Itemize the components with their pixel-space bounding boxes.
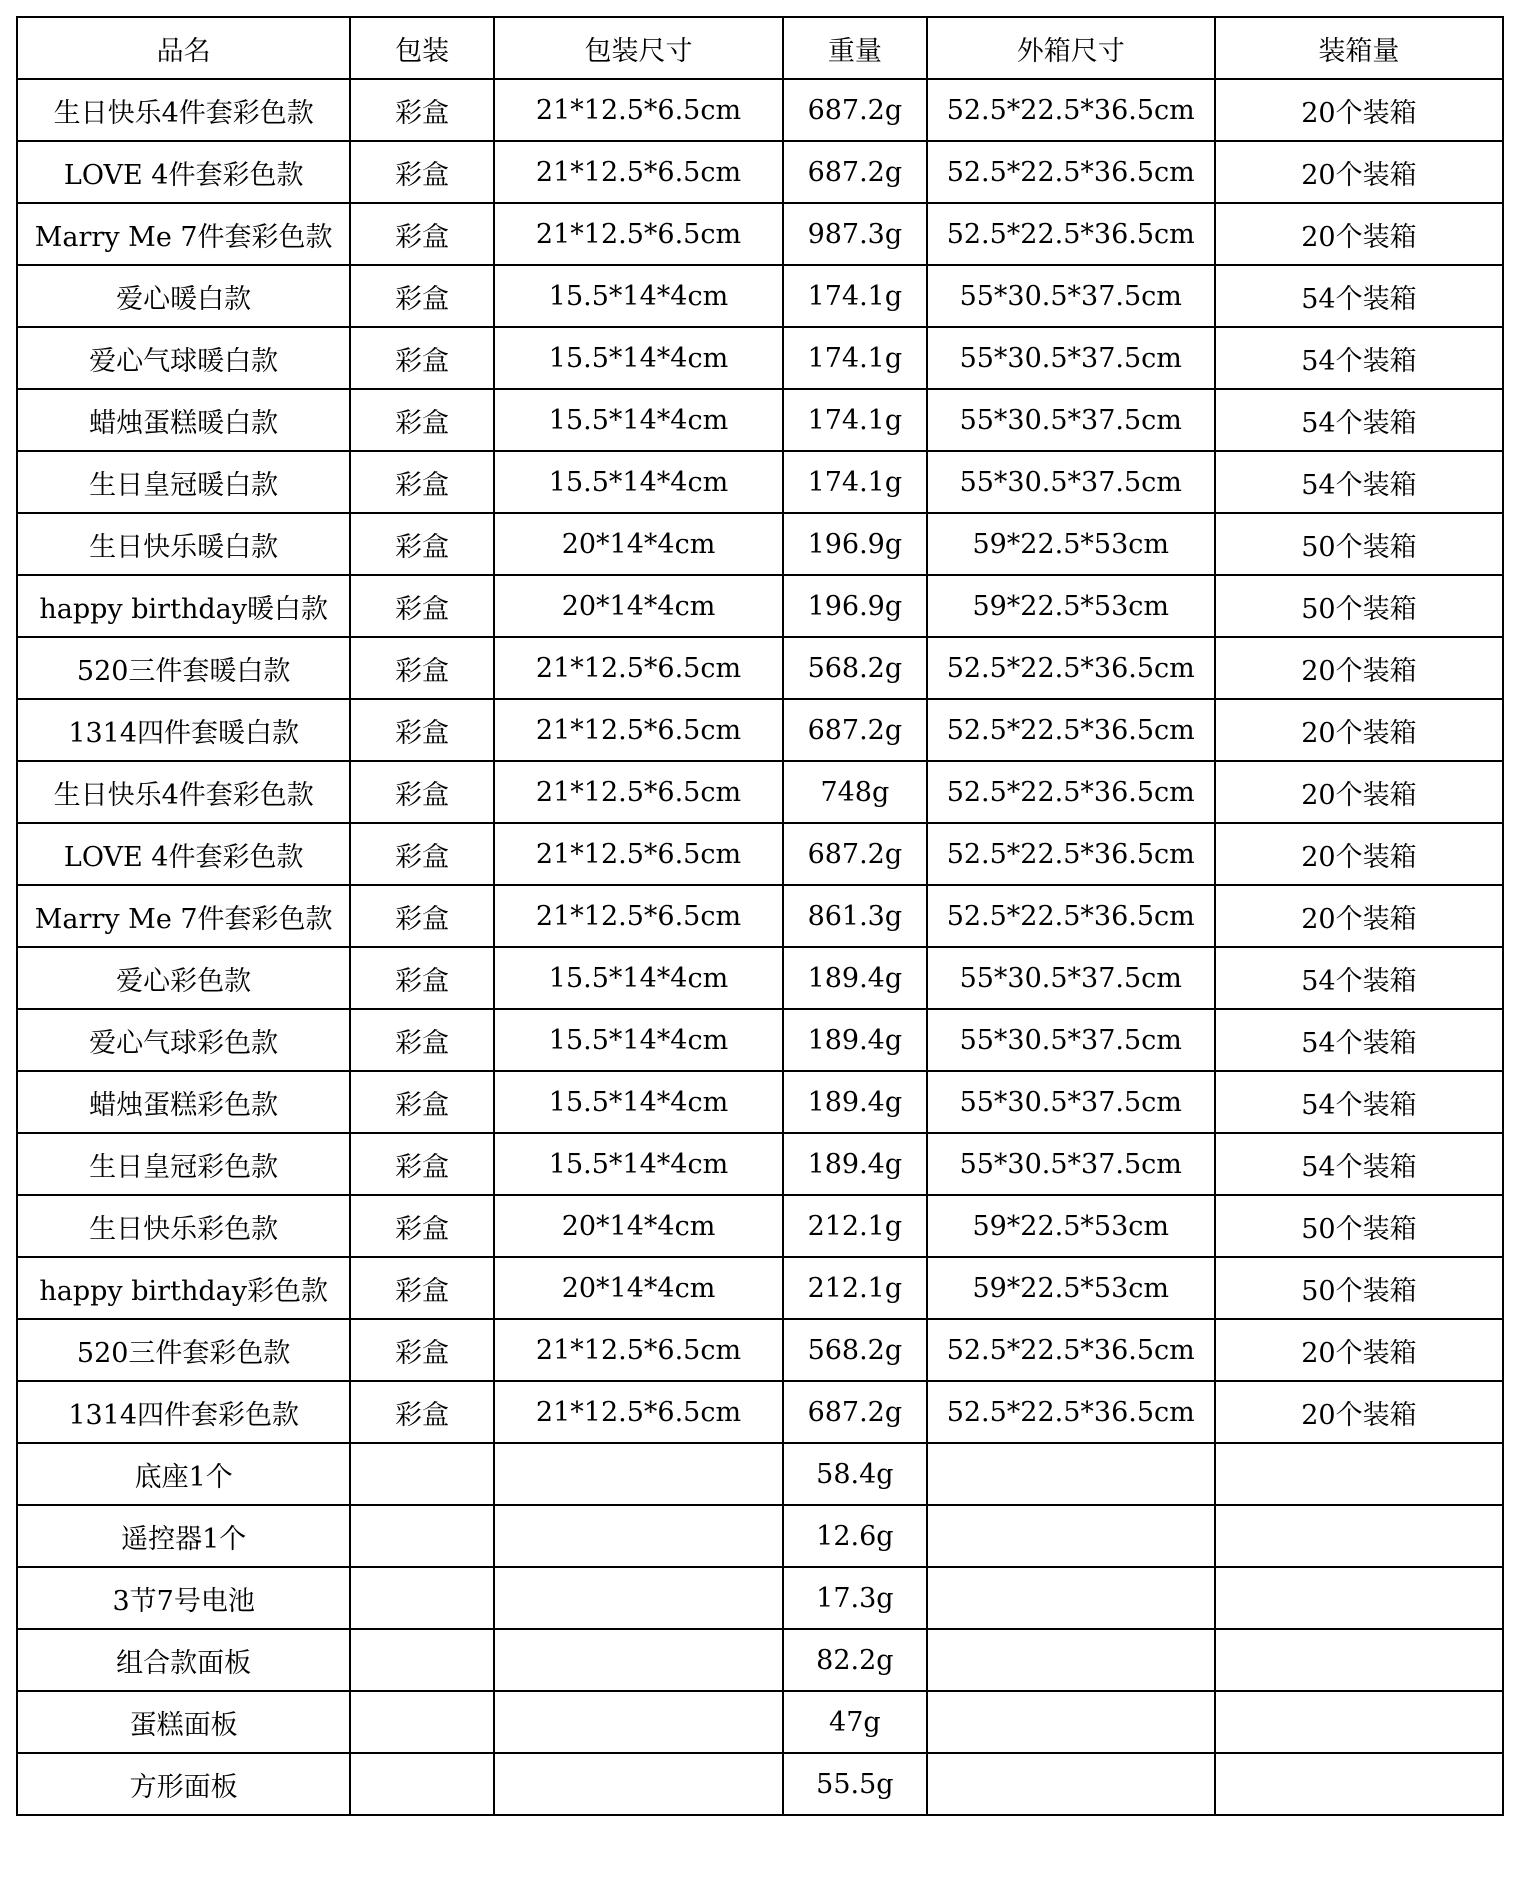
cell-packaging: 彩盒 <box>350 1195 494 1257</box>
header-weight: 重量 <box>783 17 927 79</box>
cell-carton-size: 52.5*22.5*36.5cm <box>927 637 1215 699</box>
table-row <box>17 637 1503 699</box>
cell-product-name: Marry Me 7件套彩色款 <box>17 203 350 265</box>
table-body <box>17 79 1503 1815</box>
cell-weight: 987.3g <box>783 203 927 265</box>
cell-carton-quantity: 20个装箱 <box>1215 699 1503 761</box>
table-row <box>17 327 1503 389</box>
cell-package-size <box>494 1753 783 1815</box>
table-row <box>17 1195 1503 1257</box>
table-row <box>17 1505 1503 1567</box>
table-row <box>17 79 1503 141</box>
cell-carton-size: 55*30.5*37.5cm <box>927 1071 1215 1133</box>
cell-product-name: happy birthday彩色款 <box>17 1257 350 1319</box>
cell-carton-size: 52.5*22.5*36.5cm <box>927 823 1215 885</box>
cell-carton-size: 52.5*22.5*36.5cm <box>927 761 1215 823</box>
cell-package-size: 20*14*4cm <box>494 1195 783 1257</box>
cell-product-name: 1314四件套彩色款 <box>17 1381 350 1443</box>
cell-carton-size: 52.5*22.5*36.5cm <box>927 699 1215 761</box>
cell-package-size: 15.5*14*4cm <box>494 327 783 389</box>
cell-packaging: 彩盒 <box>350 451 494 513</box>
cell-weight: 748g <box>783 761 927 823</box>
cell-weight: 196.9g <box>783 513 927 575</box>
cell-packaging <box>350 1567 494 1629</box>
cell-package-size: 15.5*14*4cm <box>494 1071 783 1133</box>
cell-carton-quantity: 50个装箱 <box>1215 513 1503 575</box>
cell-packaging: 彩盒 <box>350 761 494 823</box>
cell-package-size: 21*12.5*6.5cm <box>494 699 783 761</box>
cell-weight: 58.4g <box>783 1443 927 1505</box>
cell-weight: 189.4g <box>783 947 927 1009</box>
cell-carton-size: 55*30.5*37.5cm <box>927 1133 1215 1195</box>
cell-carton-size <box>927 1567 1215 1629</box>
cell-carton-size: 59*22.5*53cm <box>927 1195 1215 1257</box>
cell-weight: 17.3g <box>783 1567 927 1629</box>
cell-weight: 212.1g <box>783 1195 927 1257</box>
cell-carton-size: 55*30.5*37.5cm <box>927 947 1215 1009</box>
cell-carton-size: 52.5*22.5*36.5cm <box>927 1381 1215 1443</box>
table-row <box>17 1257 1503 1319</box>
cell-weight: 174.1g <box>783 327 927 389</box>
table-row <box>17 1567 1503 1629</box>
cell-product-name: 520三件套彩色款 <box>17 1319 350 1381</box>
cell-packaging: 彩盒 <box>350 947 494 1009</box>
cell-product-name: happy birthday暖白款 <box>17 575 350 637</box>
cell-packaging: 彩盒 <box>350 79 494 141</box>
table-row <box>17 389 1503 451</box>
cell-carton-size: 52.5*22.5*36.5cm <box>927 885 1215 947</box>
cell-carton-quantity: 50个装箱 <box>1215 1195 1503 1257</box>
table-row <box>17 823 1503 885</box>
cell-package-size: 21*12.5*6.5cm <box>494 141 783 203</box>
cell-package-size: 15.5*14*4cm <box>494 947 783 1009</box>
table-row <box>17 947 1503 1009</box>
cell-packaging <box>350 1505 494 1567</box>
cell-packaging: 彩盒 <box>350 513 494 575</box>
table-row <box>17 1629 1503 1691</box>
cell-weight: 212.1g <box>783 1257 927 1319</box>
cell-carton-quantity: 50个装箱 <box>1215 575 1503 637</box>
table-row <box>17 1691 1503 1753</box>
cell-packaging: 彩盒 <box>350 389 494 451</box>
cell-carton-size <box>927 1629 1215 1691</box>
cell-carton-quantity: 20个装箱 <box>1215 203 1503 265</box>
table-row <box>17 1753 1503 1815</box>
cell-product-name: 生日皇冠彩色款 <box>17 1133 350 1195</box>
cell-product-name: 520三件套暖白款 <box>17 637 350 699</box>
cell-product-name: 爱心暖白款 <box>17 265 350 327</box>
cell-package-size: 15.5*14*4cm <box>494 389 783 451</box>
cell-weight: 189.4g <box>783 1133 927 1195</box>
cell-packaging: 彩盒 <box>350 1381 494 1443</box>
cell-packaging: 彩盒 <box>350 1133 494 1195</box>
table-row <box>17 1443 1503 1505</box>
cell-carton-quantity: 20个装箱 <box>1215 885 1503 947</box>
table-row <box>17 885 1503 947</box>
cell-packaging <box>350 1629 494 1691</box>
cell-carton-quantity <box>1215 1753 1503 1815</box>
cell-weight: 196.9g <box>783 575 927 637</box>
cell-carton-size <box>927 1505 1215 1567</box>
table-row <box>17 1133 1503 1195</box>
header-packaging: 包装 <box>350 17 494 79</box>
cell-carton-quantity <box>1215 1691 1503 1753</box>
cell-carton-quantity: 54个装箱 <box>1215 1071 1503 1133</box>
table-row <box>17 1319 1503 1381</box>
cell-weight: 687.2g <box>783 699 927 761</box>
cell-package-size: 21*12.5*6.5cm <box>494 823 783 885</box>
table-row <box>17 699 1503 761</box>
cell-package-size <box>494 1629 783 1691</box>
cell-packaging: 彩盒 <box>350 823 494 885</box>
cell-weight: 82.2g <box>783 1629 927 1691</box>
cell-packaging: 彩盒 <box>350 637 494 699</box>
cell-packaging: 彩盒 <box>350 1257 494 1319</box>
cell-product-name: 遥控器1个 <box>17 1505 350 1567</box>
cell-carton-quantity: 54个装箱 <box>1215 1133 1503 1195</box>
cell-package-size: 21*12.5*6.5cm <box>494 203 783 265</box>
cell-weight: 47g <box>783 1691 927 1753</box>
spec-sheet <box>16 16 1504 1816</box>
cell-product-name: 生日快乐彩色款 <box>17 1195 350 1257</box>
cell-package-size: 21*12.5*6.5cm <box>494 1319 783 1381</box>
cell-weight: 12.6g <box>783 1505 927 1567</box>
cell-carton-size <box>927 1691 1215 1753</box>
cell-carton-quantity: 20个装箱 <box>1215 1319 1503 1381</box>
cell-weight: 55.5g <box>783 1753 927 1815</box>
cell-package-size: 20*14*4cm <box>494 575 783 637</box>
cell-package-size <box>494 1505 783 1567</box>
table-row <box>17 265 1503 327</box>
cell-carton-quantity <box>1215 1567 1503 1629</box>
table-row <box>17 1071 1503 1133</box>
cell-product-name: 蛋糕面板 <box>17 1691 350 1753</box>
cell-carton-quantity: 20个装箱 <box>1215 761 1503 823</box>
cell-package-size <box>494 1691 783 1753</box>
cell-product-name: 蜡烛蛋糕暖白款 <box>17 389 350 451</box>
cell-carton-quantity: 54个装箱 <box>1215 451 1503 513</box>
cell-weight: 174.1g <box>783 265 927 327</box>
cell-packaging: 彩盒 <box>350 141 494 203</box>
header-package-size: 包装尺寸 <box>494 17 783 79</box>
header-product-name: 品名 <box>17 17 350 79</box>
cell-weight: 189.4g <box>783 1071 927 1133</box>
cell-carton-quantity: 50个装箱 <box>1215 1257 1503 1319</box>
cell-carton-size: 55*30.5*37.5cm <box>927 389 1215 451</box>
cell-carton-size: 52.5*22.5*36.5cm <box>927 203 1215 265</box>
cell-package-size: 21*12.5*6.5cm <box>494 637 783 699</box>
cell-packaging: 彩盒 <box>350 1071 494 1133</box>
cell-product-name: 1314四件套暖白款 <box>17 699 350 761</box>
cell-carton-quantity: 20个装箱 <box>1215 79 1503 141</box>
cell-carton-quantity: 54个装箱 <box>1215 389 1503 451</box>
cell-product-name: 3节7号电池 <box>17 1567 350 1629</box>
cell-packaging: 彩盒 <box>350 265 494 327</box>
product-spec-table <box>16 16 1504 1816</box>
table-row <box>17 451 1503 513</box>
cell-weight: 687.2g <box>783 823 927 885</box>
cell-package-size: 15.5*14*4cm <box>494 265 783 327</box>
cell-product-name: 底座1个 <box>17 1443 350 1505</box>
cell-carton-size: 52.5*22.5*36.5cm <box>927 141 1215 203</box>
cell-carton-quantity: 54个装箱 <box>1215 1009 1503 1071</box>
cell-weight: 687.2g <box>783 1381 927 1443</box>
cell-weight: 189.4g <box>783 1009 927 1071</box>
cell-carton-size: 52.5*22.5*36.5cm <box>927 1319 1215 1381</box>
cell-carton-quantity <box>1215 1443 1503 1505</box>
cell-carton-size <box>927 1753 1215 1815</box>
table-row <box>17 513 1503 575</box>
header-carton-quantity: 装箱量 <box>1215 17 1503 79</box>
table-row <box>17 575 1503 637</box>
cell-carton-quantity: 20个装箱 <box>1215 637 1503 699</box>
table-row <box>17 761 1503 823</box>
cell-carton-quantity: 20个装箱 <box>1215 141 1503 203</box>
cell-carton-quantity: 54个装箱 <box>1215 947 1503 1009</box>
cell-carton-size: 55*30.5*37.5cm <box>927 451 1215 513</box>
cell-product-name: Marry Me 7件套彩色款 <box>17 885 350 947</box>
cell-product-name: 生日快乐4件套彩色款 <box>17 761 350 823</box>
cell-weight: 687.2g <box>783 141 927 203</box>
cell-packaging: 彩盒 <box>350 1319 494 1381</box>
cell-weight: 174.1g <box>783 451 927 513</box>
cell-carton-size: 59*22.5*53cm <box>927 575 1215 637</box>
cell-packaging: 彩盒 <box>350 699 494 761</box>
cell-carton-quantity <box>1215 1629 1503 1691</box>
cell-product-name: 爱心气球暖白款 <box>17 327 350 389</box>
cell-carton-size: 55*30.5*37.5cm <box>927 265 1215 327</box>
cell-packaging <box>350 1691 494 1753</box>
cell-weight: 174.1g <box>783 389 927 451</box>
cell-package-size: 21*12.5*6.5cm <box>494 761 783 823</box>
cell-carton-quantity: 54个装箱 <box>1215 327 1503 389</box>
cell-carton-size: 55*30.5*37.5cm <box>927 1009 1215 1071</box>
cell-package-size: 21*12.5*6.5cm <box>494 79 783 141</box>
cell-product-name: 蜡烛蛋糕彩色款 <box>17 1071 350 1133</box>
cell-package-size: 15.5*14*4cm <box>494 1009 783 1071</box>
cell-packaging: 彩盒 <box>350 575 494 637</box>
cell-carton-size <box>927 1443 1215 1505</box>
cell-weight: 687.2g <box>783 79 927 141</box>
cell-product-name: LOVE 4件套彩色款 <box>17 141 350 203</box>
cell-packaging <box>350 1443 494 1505</box>
cell-carton-quantity: 20个装箱 <box>1215 1381 1503 1443</box>
cell-product-name: 方形面板 <box>17 1753 350 1815</box>
cell-packaging: 彩盒 <box>350 327 494 389</box>
cell-package-size <box>494 1567 783 1629</box>
cell-carton-size: 59*22.5*53cm <box>927 513 1215 575</box>
header-carton-size: 外箱尺寸 <box>927 17 1215 79</box>
cell-package-size: 15.5*14*4cm <box>494 451 783 513</box>
cell-carton-size: 55*30.5*37.5cm <box>927 327 1215 389</box>
cell-weight: 568.2g <box>783 1319 927 1381</box>
cell-product-name: 组合款面板 <box>17 1629 350 1691</box>
table-header-row <box>17 17 1503 79</box>
table-row <box>17 1009 1503 1071</box>
cell-packaging: 彩盒 <box>350 203 494 265</box>
cell-product-name: 爱心气球彩色款 <box>17 1009 350 1071</box>
cell-package-size: 20*14*4cm <box>494 1257 783 1319</box>
cell-weight: 568.2g <box>783 637 927 699</box>
cell-product-name: 生日皇冠暖白款 <box>17 451 350 513</box>
table-row <box>17 1381 1503 1443</box>
cell-carton-size: 52.5*22.5*36.5cm <box>927 79 1215 141</box>
cell-packaging: 彩盒 <box>350 885 494 947</box>
cell-package-size: 21*12.5*6.5cm <box>494 1381 783 1443</box>
cell-product-name: LOVE 4件套彩色款 <box>17 823 350 885</box>
cell-package-size: 21*12.5*6.5cm <box>494 885 783 947</box>
cell-product-name: 生日快乐4件套彩色款 <box>17 79 350 141</box>
cell-package-size: 15.5*14*4cm <box>494 1133 783 1195</box>
cell-carton-size: 59*22.5*53cm <box>927 1257 1215 1319</box>
cell-packaging: 彩盒 <box>350 1009 494 1071</box>
cell-product-name: 爱心彩色款 <box>17 947 350 1009</box>
cell-carton-quantity <box>1215 1505 1503 1567</box>
cell-packaging <box>350 1753 494 1815</box>
table-row <box>17 203 1503 265</box>
cell-package-size <box>494 1443 783 1505</box>
cell-product-name: 生日快乐暖白款 <box>17 513 350 575</box>
cell-package-size: 20*14*4cm <box>494 513 783 575</box>
cell-carton-quantity: 20个装箱 <box>1215 823 1503 885</box>
cell-carton-quantity: 54个装箱 <box>1215 265 1503 327</box>
cell-weight: 861.3g <box>783 885 927 947</box>
table-row <box>17 141 1503 203</box>
